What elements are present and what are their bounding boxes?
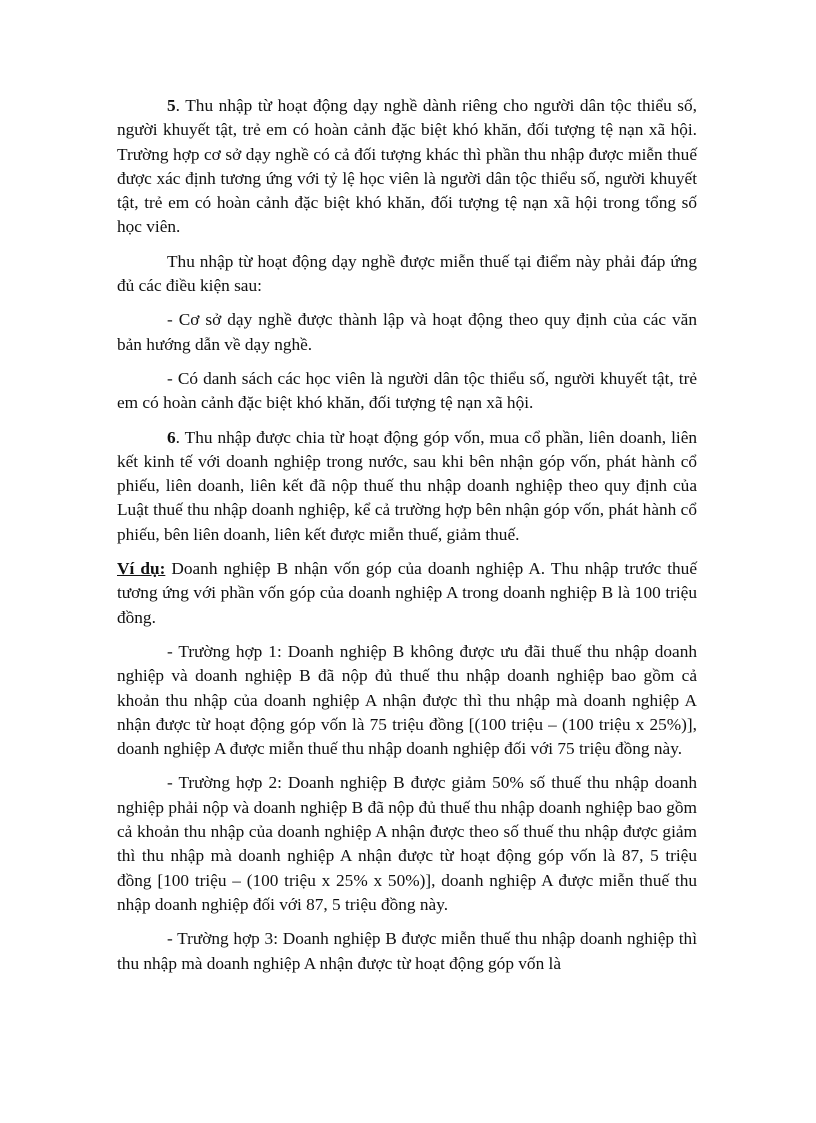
example-case-3: - Trường hợp 3: Doanh nghiệp B được miễn thuế thu nhập doanh nghiệp thì thu nhập mà doanh nghiệp A nhận được từ hoạt động góp vốn là bbox=[117, 929, 697, 973]
example-text: Doanh nghiệp B nhận vốn góp của doanh nghiệp A. Thu nhập trước thuế tương ứng với phần vốn góp của doanh nghiệp A trong doanh nghiệp B là 100 triệu đồng. bbox=[117, 559, 697, 627]
item-5-number: 5 bbox=[167, 96, 176, 115]
item-6-paragraph bbox=[117, 426, 697, 547]
item-5-paragraph bbox=[117, 94, 697, 240]
item-6-number: 6 bbox=[167, 427, 176, 447]
item-5-conditions-intro: Thu nhập từ hoạt động dạy nghề được miễn thuế tại điểm này phải đáp ứng đủ các điều kiện sau: bbox=[117, 251, 697, 296]
document-body bbox=[117, 94, 697, 986]
item-5-condition-2: - Có danh sách các học viên là người dân tộc thiểu số, người khuyết tật, trẻ em có hoàn cảnh đặc biệt khó khăn, đối tượng tệ nạn xã hội. bbox=[117, 368, 697, 413]
item-5-text: . Thu nhập từ hoạt động dạy nghề dành riêng cho người dân tộc thiểu số, người khuyết tật, trẻ em có hoàn cảnh đặc biệt khó khăn, đối tượng tệ nạn xã hội. Trường hợp cơ sở dạy nghề có cả đối tượng khác thì phần thu nhập được miễn thuế được xác định tương ứng với tỷ lệ học viên là người dân tộc thiểu số, người khuyết tật, trẻ em có hoàn cảnh đặc biệt khó khăn, đối tượng tệ nạn xã hội trong tổng số học viên. bbox=[117, 96, 697, 237]
item-6-text: . Thu nhập được chia từ hoạt động góp vốn, mua cổ phần, liên doanh, liên kết kinh tế với doanh nghiệp trong nước, sau khi bên nhận góp vốn, phát hành cổ phiếu, liên doanh, liên kết đã nộp thuế thu nhập doanh nghiệp theo quy định của Luật thuế thu nhập doanh nghiệp, kể cả trường hợp bên nhận góp vốn, phát hành cổ phiếu, bên liên doanh, liên kết được miễn thuế, giảm thuế. bbox=[117, 427, 697, 544]
example-case-1: - Trường hợp 1: Doanh nghiệp B không được ưu đãi thuế thu nhập doanh nghiệp và doanh nghiệp B đã nộp đủ thuế thu nhập doanh nghiệp bao gồm cả khoản thu nhập của doanh nghiệp A nhận được thì thu nhập mà doanh nghiệp A nhận được từ hoạt động góp vốn là 75 triệu đồng [(100 triệu – (100 triệu x 25%)], doanh nghiệp A được miễn thuế thu nhập doanh nghiệp đối với 75 triệu đồng này. bbox=[117, 641, 697, 759]
item-5-condition-1: - Cơ sở dạy nghề được thành lập và hoạt động theo quy định của các văn bản hướng dẫn về dạy nghề. bbox=[117, 310, 697, 354]
example-case-2: - Trường hợp 2: Doanh nghiệp B được giảm 50% số thuế thu nhập doanh nghiệp phải nộp và doanh nghiệp B đã nộp đủ thuế thu nhập doanh nghiệp bao gồm cả khoản thu nhập của doanh nghiệp A nhận được theo số thuế thu nhập được giảm thì thu nhập mà doanh nghiệp A nhận được từ hoạt động góp vốn là 87, 5 triệu đồng [100 triệu – (100 triệu x 25% x 50%)], doanh nghiệp A được miễn thuế thu nhập doanh nghiệp đối với 87, 5 triệu đồng này. bbox=[117, 773, 697, 914]
example-paragraph bbox=[117, 557, 697, 630]
example-label: Ví dụ: bbox=[117, 559, 166, 579]
